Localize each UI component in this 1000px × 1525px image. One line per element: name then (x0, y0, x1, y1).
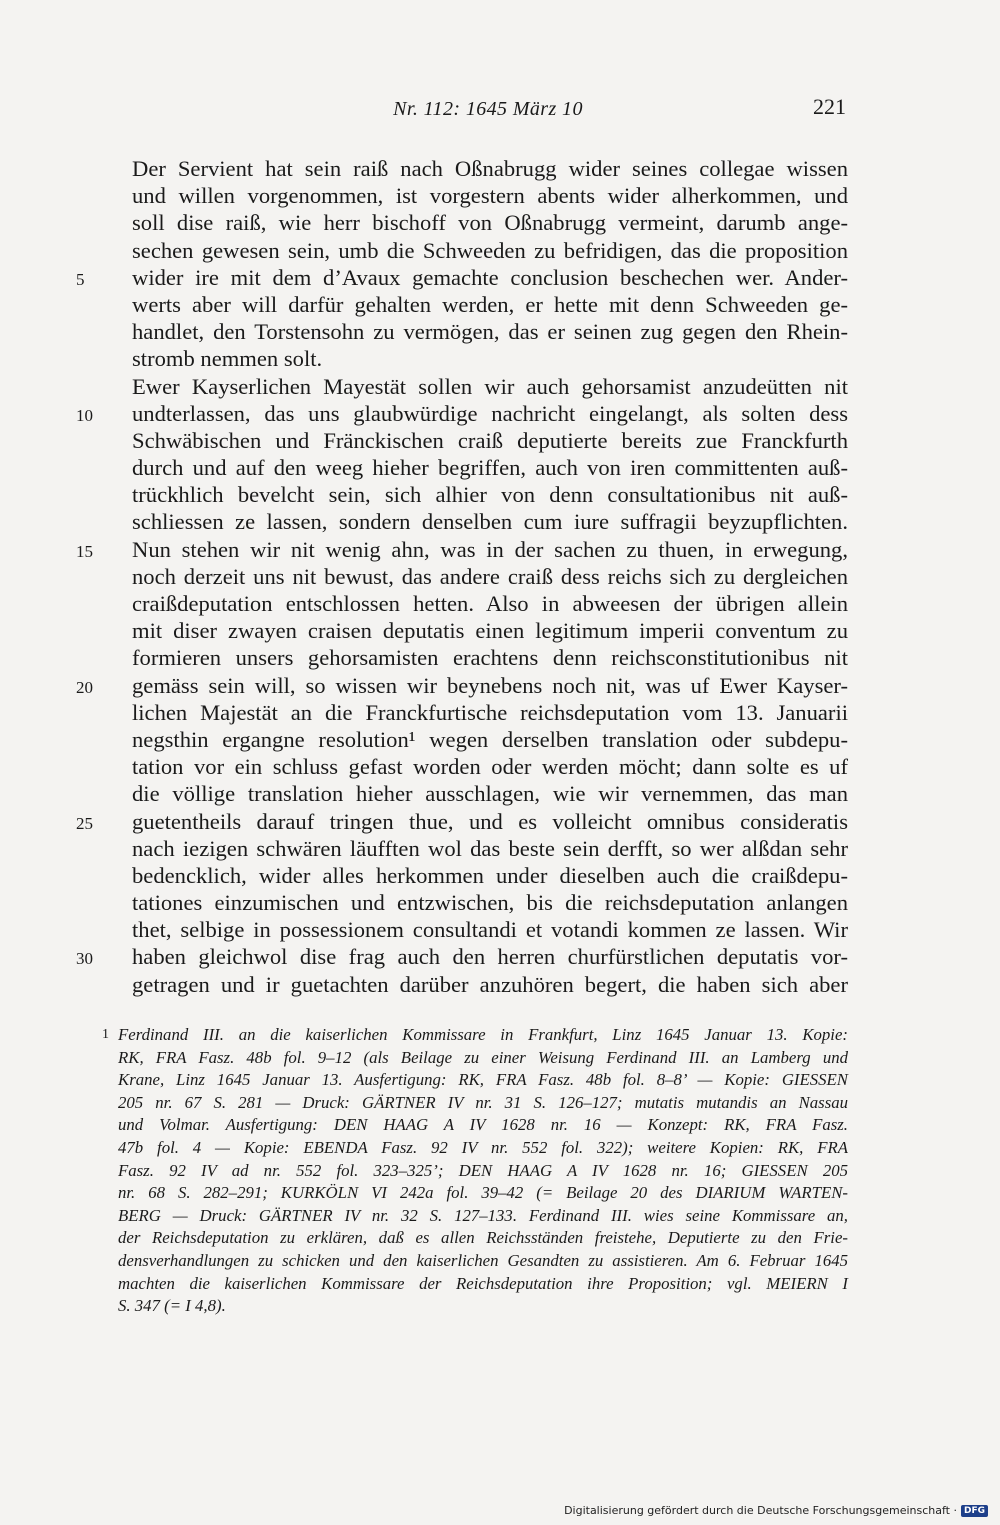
footnote-line (118, 1092, 848, 1115)
footnote-text: und Volmar. Ausfertigung: DEN HAAG A IV 1628 nr. 16 — Konzept: RK, FRA Fasz. (118, 1115, 848, 1135)
text-line (102, 971, 848, 998)
line-text: trückhlich bevelcht sein, sich alhier von denn consultationibus nit auß- (132, 482, 848, 508)
text-line (102, 481, 848, 508)
dfg-logo-icon: DFG (961, 1505, 988, 1517)
main-text (76, 155, 848, 998)
text-line (76, 536, 848, 563)
text-line (76, 672, 848, 699)
footnote-line (118, 1182, 848, 1205)
footnote-text: densverhandlungen zu schicken und den kaiserlichen Gesandten zu assistieren. Am 6. Februar 1645 (118, 1250, 848, 1270)
text-line (102, 345, 848, 372)
footnote-line (118, 1295, 848, 1318)
page-number: 221 (813, 94, 846, 119)
text-line (102, 182, 848, 209)
text-line (102, 318, 848, 345)
line-number: 15 (76, 541, 93, 561)
line-text: soll dise raiß, wie herr bischoff von Oßnabrugg vermeint, darumb ange- (132, 210, 848, 236)
text-line (102, 563, 848, 590)
text-line (102, 590, 848, 617)
line-text: lichen Majestät an die Franckfurtische reichsdeputation vom 13. Januarii (132, 699, 848, 725)
footnote-line (118, 1069, 848, 1092)
text-line (102, 373, 848, 400)
line-text: bedencklich, wider alles herkommen under dieselben auch die craißdepu- (132, 862, 848, 888)
line-text: noch derzeit uns nit bewust, das andere craiß dess reichs sich zu dergleichen (132, 563, 848, 589)
footnote-text: Ferdinand III. an die kaiserlichen Kommissare in Frankfurt, Linz 1645 Januar 13. Kopie: (118, 1025, 848, 1044)
line-text: durch und auf den weeg hieher begriffen, auch von iren committenten auß- (132, 455, 848, 481)
line-text: Der Servient hat sein raiß nach Oßnabrugg wider seines collegae wissen (132, 156, 848, 181)
footnote-line (118, 1137, 848, 1160)
line-text: negsthin ergangne resolution¹ wegen derselben translation oder subdepu- (132, 726, 848, 752)
text-line (102, 699, 848, 726)
footnote-text: RK, FRA Fasz. 48b fol. 9–12 (als Beilage zu einer Weisung Ferdinand III. an Lamberg und (118, 1047, 848, 1067)
footnote-line (102, 1024, 848, 1047)
text-line (102, 644, 848, 671)
line-text: mit diser zwayen craisen deputatis einen legitimum imperii conventum zu (132, 618, 848, 644)
text-line (102, 427, 848, 454)
footnote-marker: 1 (102, 1027, 109, 1042)
footnote-text: BERG — Druck: GÄRTNER IV nr. 32 S. 127–133. Ferdinand III. wies seine Kommissare an, (118, 1205, 848, 1225)
text-line (102, 780, 848, 807)
line-text: sechen gewesen sein, umb die Schweeden zu befridigen, das die proposition (132, 237, 848, 263)
text-line (102, 454, 848, 481)
line-text: die völlige translation hieher ausschlagen, wie wir vernemmen, das man (132, 781, 848, 807)
running-head: Nr. 112: 1645 März 10 (393, 98, 583, 120)
line-number: 25 (76, 813, 93, 833)
line-text: stromb nemmen solt. (132, 346, 323, 372)
text-line (76, 808, 848, 835)
line-number: 5 (76, 269, 85, 289)
footnote-text: 47b fol. 4 — Kopie: EBENDA Fasz. 92 IV nr. 552 fol. 322); weitere Kopien: RK, FRA (118, 1137, 848, 1157)
text-line (102, 508, 848, 535)
text-line (102, 835, 848, 862)
line-text: thet, selbige in possessionem consultandi et votandi kommen ze lassen. Wir (132, 917, 848, 943)
text-line (76, 400, 848, 427)
text-line (76, 264, 848, 291)
footnote-line (118, 1160, 848, 1183)
footnote-text: Krane, Linz 1645 Januar 13. Ausfertigung: RK, FRA Fasz. 48b fol. 8–8’ — Kopie: GIESSEN (118, 1070, 848, 1090)
line-number: 10 (76, 405, 93, 425)
text-line (102, 209, 848, 236)
text-line (102, 889, 848, 916)
line-text: werts aber will darfür gehalten werden, er hette mit denn Schweeden ge- (132, 291, 848, 317)
line-number: 20 (76, 677, 93, 697)
text-line (102, 291, 848, 318)
credit-text: Digitalisierung gefördert durch die Deutsche Forschungsgemeinschaft · (564, 1504, 957, 1517)
text-line (102, 753, 848, 780)
line-text: haben gleichwol dise frag auch den herren churfürstlichen deputatis vor- (132, 944, 848, 970)
text-line (102, 617, 848, 644)
footnote-section (102, 1024, 848, 1318)
text-line (102, 862, 848, 889)
line-text: gemäss sein will, so wissen wir beynebens noch nit, was uf Ewer Kayser- (132, 672, 848, 698)
page-header (130, 94, 846, 128)
line-text: und willen vorgenommen, ist vorgestern abents wider alherkommen, und (132, 183, 848, 209)
line-text: tation vor ein schluss gefast worden oder werden möcht; dann solte es uf (132, 754, 848, 780)
line-text: handlet, den Torstensohn zu vermögen, das er seinen zug gegen den Rhein- (132, 319, 848, 345)
footnote-text: 205 nr. 67 S. 281 — Druck: GÄRTNER IV nr. 31 S. 126–127; mutatis mutandis an Nassau (118, 1092, 848, 1112)
line-number: 30 (76, 949, 93, 969)
line-text: nach iezigen schwären läufften wol das beste sein derfft, so wer alßdan sehr (132, 835, 848, 861)
footnote-line (118, 1205, 848, 1228)
text-line (76, 943, 848, 970)
line-text: Schwäbischen und Fränckischen craiß deputierte bereits zue Franckfurth (132, 427, 848, 453)
footnote-text: machten die kaiserlichen Kommissare der Reichsdeputation ihre Proposition; vgl. MEIERN I (118, 1273, 848, 1293)
text-line (102, 155, 848, 182)
footnote-line (118, 1227, 848, 1250)
line-text: guetentheils darauf tringen thue, und es volleicht omnibus consideratis (132, 808, 848, 834)
line-text: Ewer Kayserlichen Mayestät sollen wir auch gehorsamist anzudeütten nit (132, 373, 848, 399)
line-text: craißdeputation entschlossen hetten. Also in abweesen der übrigen allein (132, 591, 848, 616)
line-text: undterlassen, das uns glaubwürdige nachricht eingelangt, als solten dess (132, 400, 848, 426)
line-text: schliessen ze lassen, sondern denselben cum iure suffragii beyzupflichten. (132, 509, 848, 535)
line-text: formieren unsers gehorsamisten erachtens denn reichsconstitutionibus nit (132, 645, 848, 671)
footnote-line (118, 1250, 848, 1273)
footnote-line (118, 1273, 848, 1296)
footnote-text: Fasz. 92 IV ad nr. 552 fol. 323–325’; DEN HAAG A IV 1628 nr. 16; GIESSEN 205 (118, 1160, 848, 1180)
text-line (102, 726, 848, 753)
line-text: wider ire mit dem d’Avaux gemachte conclusion beschechen wer. Ander- (132, 264, 848, 290)
footnote-text: der Reichsdeputation zu erklären, daß es allen Reichsständen freistehe, Deputierte zu den Frie- (118, 1228, 848, 1248)
footnote-text: S. 347 (= I 4,8). (118, 1296, 226, 1316)
text-line (102, 237, 848, 264)
footnote-line (118, 1114, 848, 1137)
digitization-credit (564, 1504, 988, 1517)
footnote-text: nr. 68 S. 282–291; KURKÖLN VI 242a fol. 39–42 (= Beilage 20 des DIARIUM WARTEN- (118, 1183, 848, 1203)
text-line (102, 916, 848, 943)
footnote-line (118, 1047, 848, 1070)
line-text: getragen und ir guetachten darüber anzuhören begert, die haben sich aber (132, 971, 848, 997)
line-text: tationes einzumischen und entzwischen, bis die reichsdeputation anlangen (132, 890, 848, 916)
line-text: Nun stehen wir nit wenig ahn, was in der sachen zu thuen, in erwegung, (132, 536, 848, 562)
